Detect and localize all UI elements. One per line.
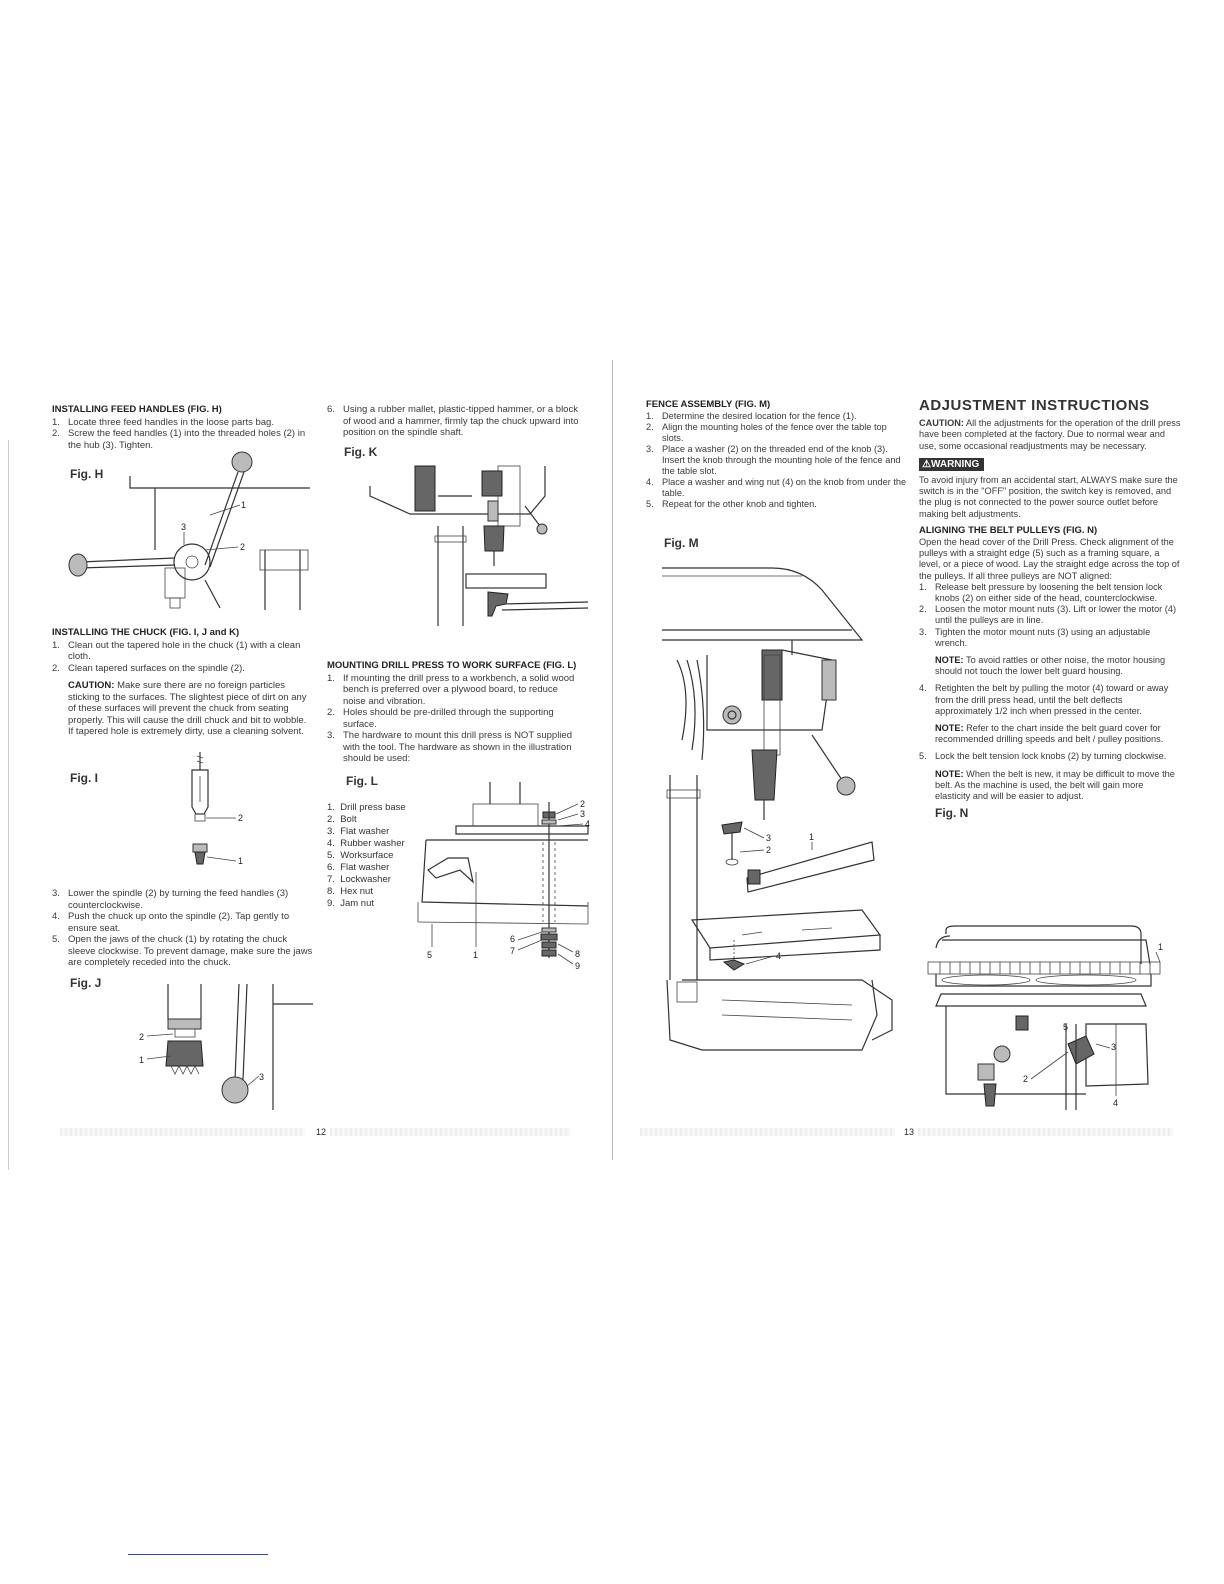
- fig-l-callout-2: 2: [580, 799, 586, 809]
- fig-n-callout-2: 2: [1023, 1074, 1029, 1084]
- pulleys-note-1: NOTE: To avoid rattles or other noise, the motor housing should not touch the lower belt guard housing.: [935, 655, 1166, 677]
- list-item: 5. Worksurface: [327, 850, 394, 861]
- fig-j-label: Fig. J: [70, 976, 102, 990]
- chuck-heading: INSTALLING THE CHUCK (FIG. I, J and K): [52, 627, 240, 638]
- list-item: 2. Holes should be pre-drilled through the supporting surface.: [327, 707, 554, 730]
- feed-handles-heading: INSTALLING FEED HANDLES (FIG. H): [52, 404, 222, 415]
- chuck-steps-a: [52, 640, 314, 675]
- bottom-rule: [128, 1554, 268, 1555]
- list-item: 6. Using a rubber mallet, plastic-tipped hammer, or a block of wood and a hammer, firmly tap the chuck upward into position on the spindle shaft.: [327, 404, 579, 438]
- mounting-section: [327, 660, 582, 765]
- chuck-steps-b-section: [52, 888, 314, 969]
- fig-n-label: Fig. N: [935, 806, 969, 821]
- chuck-section: [52, 627, 314, 744]
- list-item: 4. Place a washer and wing nut (4) on the knob from under the table.: [646, 477, 907, 498]
- list-item: 3. Lower the spindle (2) by turning the feed handles (3) counterclockwise.: [52, 888, 289, 911]
- fig-l-callout-4: 4: [585, 819, 591, 829]
- list-item: 2. Align the mounting holes of the fence over the table top slots.: [646, 422, 887, 443]
- fig-h-callout-3: 3: [181, 522, 187, 532]
- fig-l-callout-1: 1: [473, 950, 479, 960]
- fig-i-label: Fig. I: [70, 771, 98, 785]
- scan-grain-left-2: [330, 1128, 570, 1136]
- list-item: 3. Flat washer: [327, 826, 390, 837]
- list-item: 5. Repeat for the other knob and tighten.: [646, 499, 817, 509]
- adjustment-title: ADJUSTMENT INSTRUCTIONS: [919, 397, 1150, 414]
- fig-j-illustration: [135, 984, 315, 1112]
- fig-j-callout-2: 2: [139, 1032, 145, 1042]
- scan-grain-right-2: [918, 1128, 1173, 1136]
- page-number-right: 13: [904, 1127, 915, 1137]
- scan-grain-right: [640, 1128, 895, 1136]
- spread-fold-line: [612, 360, 613, 1160]
- fig-l-callout-5: 5: [427, 950, 433, 960]
- list-item: 1. Release belt pressure by loosening the belt tension lock knobs (2) on either side of the head, counterclockwise.: [919, 581, 1163, 604]
- list-item: 3. Tighten the motor mount nuts (3) using an adjustable wrench.: [919, 626, 1151, 648]
- fig-m-callout-3: 3: [766, 833, 772, 843]
- fig-l-label: Fig. L: [346, 774, 378, 788]
- list-item: 1. Drill press base: [327, 802, 406, 813]
- pulleys-note-2: NOTE: Refer to the chart inside the belt guard cover for recommended drilling speeds and belt / pulley positions.: [935, 723, 1164, 745]
- list-item: 1. Determine the desired location for the fence (1).: [646, 411, 857, 421]
- fig-m-label: Fig. M: [664, 536, 699, 550]
- warning-text: To avoid injury from an accidental start, ALWAYS make sure the switch is in the "OFF" position, the switch key is removed, and the plug is not connected to the power source outlet before making belt adjustments.: [919, 475, 1178, 519]
- fig-l-callout-7: 7: [510, 946, 516, 956]
- page-edge-line: [8, 440, 9, 1170]
- list-item: 7. Lockwasher: [327, 874, 391, 885]
- fig-l-parts-list: [327, 802, 406, 910]
- fig-n-callout-1: 1: [1158, 942, 1164, 952]
- scan-grain-left: [60, 1128, 305, 1136]
- chuck-steps-b: [52, 888, 314, 969]
- list-item: 8. Hex nut: [327, 886, 373, 897]
- list-item: 5. Lock the belt tension lock knobs (2) by turning clockwise.: [919, 751, 1167, 762]
- list-item: 1. Locate three feed handles in the loose parts bag.: [52, 416, 274, 428]
- pulleys-intro: Open the head cover of the Drill Press. Check alignment of the pulleys with a straight edge (5) such as a framing square, a level, or a piece of wood. Lay the straight edge across the top of the pulleys. If all three pulleys are NOT aligned:: [919, 537, 1180, 581]
- pulleys-heading: ALIGNING THE BELT PULLEYS (FIG. N): [919, 524, 1098, 536]
- fig-h-callout-2: 2: [240, 542, 246, 552]
- list-item: 9. Jam nut: [327, 898, 375, 909]
- pulleys-steps-a: [919, 582, 1181, 649]
- fig-m-callout-1: 1: [809, 832, 815, 842]
- fig-l-callout-6: 6: [510, 934, 516, 944]
- fig-k-illustration: [370, 466, 590, 631]
- chuck-step6-section: [327, 404, 579, 439]
- fig-n-callout-4: 4: [1113, 1098, 1119, 1108]
- fig-h-callout-1: 1: [241, 500, 247, 510]
- fig-n-callout-3: 3: [1111, 1042, 1117, 1052]
- fence-section: [646, 399, 908, 510]
- fig-m-callout-2: 2: [766, 845, 772, 855]
- fence-steps: [646, 411, 908, 510]
- list-item: 4. Push the chuck up onto the spindle (2). Tap gently to ensure seat.: [52, 911, 290, 934]
- fig-n-illustration: [926, 924, 1176, 1110]
- warning-triangle-icon: ⚠: [922, 458, 931, 470]
- fig-l-illustration: [408, 782, 598, 974]
- fig-m-callout-4: 4: [776, 951, 782, 961]
- fence-heading: FENCE ASSEMBLY (FIG. M): [646, 399, 771, 410]
- mounting-steps: [327, 673, 582, 765]
- fig-h-label: Fig. H: [70, 467, 104, 481]
- feed-handles-steps: [52, 417, 312, 452]
- fig-j-callout-3: 3: [259, 1072, 265, 1082]
- fig-i-illustration: [180, 752, 260, 877]
- fig-j-callout-1: 1: [139, 1055, 145, 1065]
- list-item: 2. Clean tapered surfaces on the spindle (2).: [52, 662, 245, 674]
- list-item: 2. Bolt: [327, 814, 357, 825]
- chuck-caution: CAUTION: Make sure there are no foreign particles sticking to the surfaces. The slightest piece of dirt on any of these surfaces will prevent the chuck from seating properly. This will cause the drill chuck and bit to wobble. If tapered hole is extremely dirty, use a cleaning solvent.: [68, 680, 307, 737]
- fig-k-label: Fig. K: [344, 445, 378, 459]
- list-item: 3. Place a washer (2) on the threaded end of the knob (3). Insert the knob through the mounting hole of the fence and the table slot.: [646, 444, 901, 476]
- list-item: 2. Loosen the motor mount nuts (3). Lift or lower the motor (4) until the pulleys are in line.: [919, 604, 1177, 626]
- list-item: 4. Retighten the belt by pulling the motor (4) toward or away from the drill press head, until the belt deflects approximately 1/2 inch when pressed in the center.: [919, 683, 1169, 716]
- fig-m-illustration: [652, 560, 897, 1090]
- fig-l-callout-9: 9: [575, 961, 581, 971]
- fig-l-callout-3: 3: [580, 809, 586, 819]
- page-number-left: 12: [316, 1127, 327, 1137]
- list-item: 6. Flat washer: [327, 862, 390, 873]
- mounting-heading: MOUNTING DRILL PRESS TO WORK SURFACE (FIG. L): [327, 660, 577, 671]
- fig-h-illustration: [60, 450, 315, 615]
- list-item: 1. If mounting the drill press to a workbench, a solid wood bench is preferred over a plywood board, to reduce noise and vibration.: [327, 672, 575, 707]
- list-item: 2. Screw the feed handles (1) into the threaded holes (2) in the hub (3). Tighten.: [52, 428, 306, 451]
- list-item: 3. The hardware to mount this drill press is NOT supplied with the tool. The hardware as shown in the illustration should be used:: [327, 730, 572, 764]
- fig-n-callout-5: 5: [1063, 1022, 1069, 1032]
- fig-i-callout-1: 1: [238, 856, 244, 866]
- pulleys-note-3: NOTE: When the belt is new, it may be difficult to move the belt. As the machine is used, the belt will gain more elasticity and will be easier to adjust.: [935, 768, 1175, 802]
- list-item: 1. Clean out the tapered hole in the chuck (1) with a clean cloth.: [52, 639, 301, 662]
- adjustment-caution: CAUTION: All the adjustments for the operation of the drill press have been completed at the factory. Due to normal wear and use, some occasional readjustments may be necessary.: [919, 418, 1181, 451]
- fig-l-callout-8: 8: [575, 949, 581, 959]
- fig-i-callout-2: 2: [238, 813, 244, 823]
- adjustment-section: [919, 397, 1181, 821]
- list-item: 4. Rubber washer: [327, 838, 405, 849]
- warning-badge: ⚠WARNING: [919, 458, 984, 471]
- feed-handles-section: [52, 404, 312, 451]
- list-item: 5. Open the jaws of the chuck (1) by rotating the chuck sleeve clockwise. To prevent damage, make sure the jaws are completely receded into the chuck.: [52, 934, 313, 968]
